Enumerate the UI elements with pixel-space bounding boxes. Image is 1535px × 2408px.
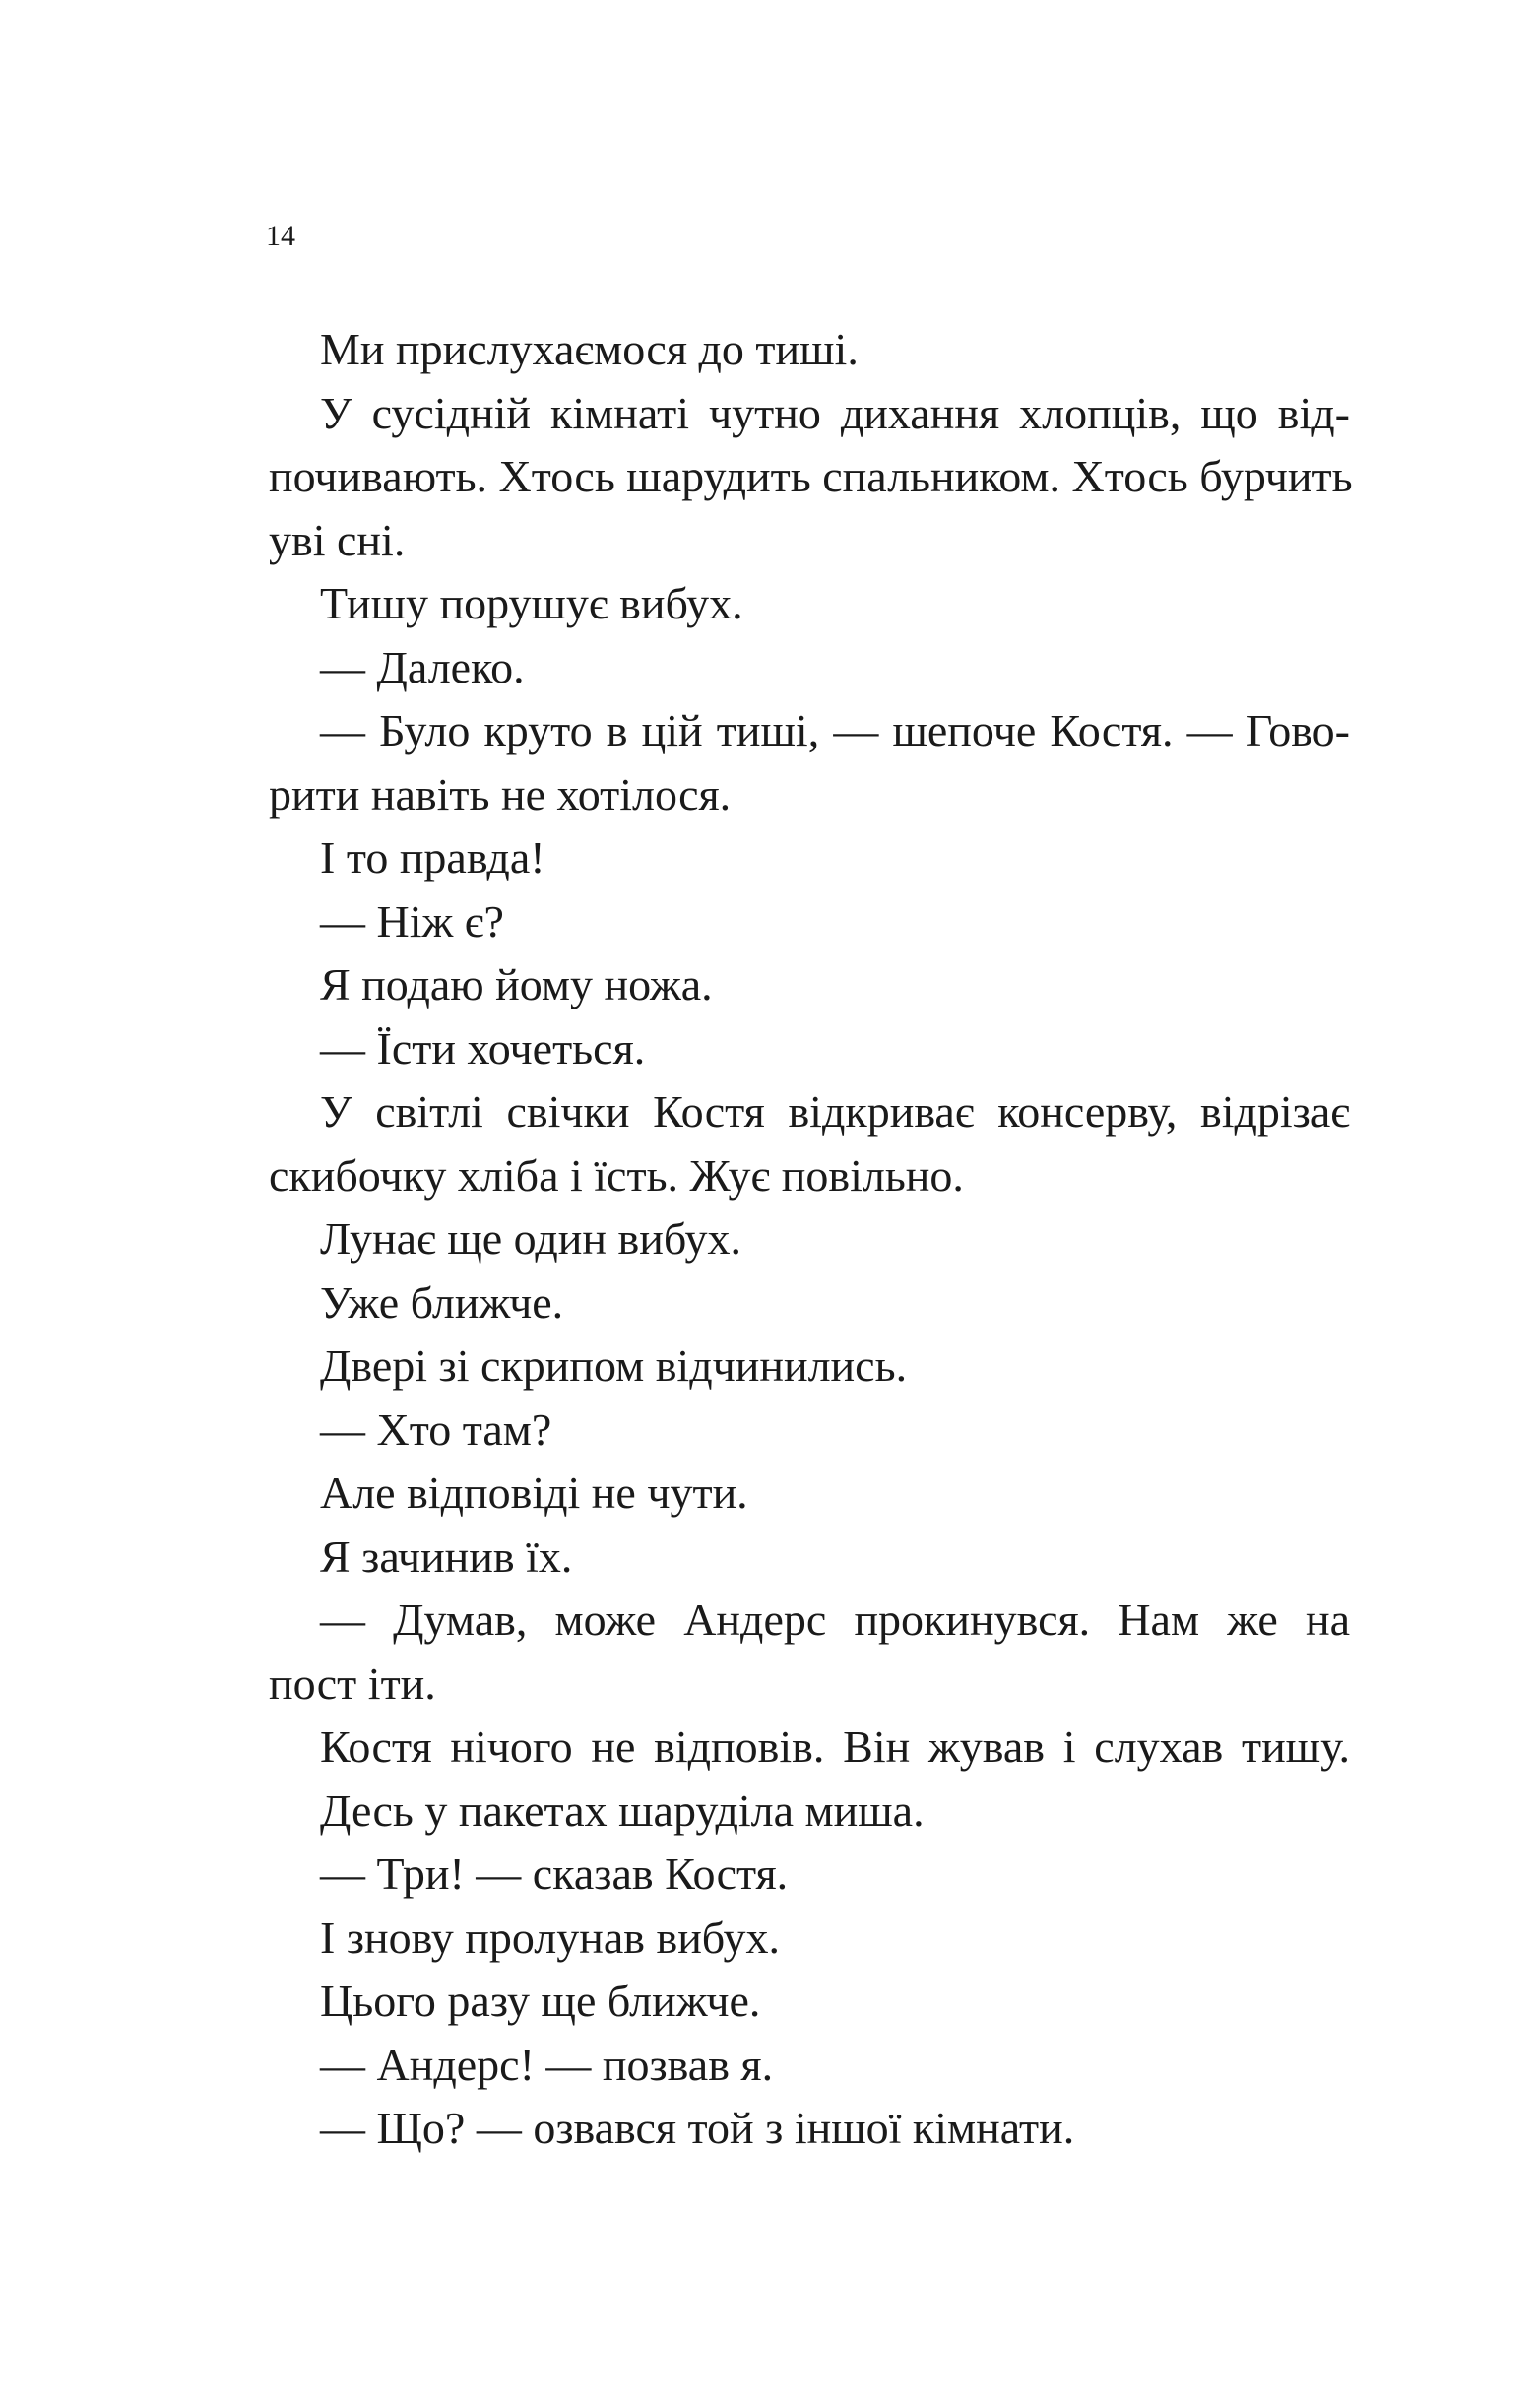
text-line: У сусідній кімнаті чутно дихання хлопців, що від- [320,387,1350,438]
text-line: Уже ближче. [320,1276,564,1328]
text-line: почивають. Хтось шарудить спальником. Хтось бурчить [269,451,1353,501]
page-text [269,318,1353,2161]
text-line: Я подаю йому ножа. [320,959,713,1009]
text-line: Костя нічого не відповів. Він жував і слухав тишу. [320,1722,1350,1772]
text-line: Лунає ще один вибух. [320,1213,741,1264]
text-line: Я зачинив їх. [320,1530,573,1582]
text-line: уві сні. [269,514,406,565]
text-line: І знову пролунав вибух. [320,1912,780,1963]
text-line: — Андерс! — позвав я. [320,2039,774,2090]
text-line: Десь у пакетах шаруділа миша. [320,1785,925,1836]
text-line: Тишу порушує вибух. [320,578,743,628]
text-line: пост іти. [269,1658,436,1709]
text-line: — Було круто в цій тиші, — шепоче Костя. — Гово- [320,705,1350,755]
text-line: — Хто там? [320,1403,552,1455]
text-line: скибочку хліба і їсть. Жує повільно. [269,1149,964,1201]
text-line: Але відповіді не чути. [320,1467,748,1518]
page-number: 14 [266,220,295,252]
text-line: Ми прислухаємося до тиші. [320,324,859,374]
text-line: — Три! — сказав Костя. [320,1849,789,1899]
text-line: У світлі свічки Костя відкриває консерву, відрізає [320,1086,1350,1137]
text-line: — Далеко. [320,641,525,692]
text-line: — Їсти хочеться. [320,1022,646,1074]
text-line: — Ніж є? [320,895,504,946]
text-line: — Думав, може Андерс прокинувся. Нам же на [320,1594,1350,1645]
text-line: І то правда! [320,832,545,882]
text-line: рити навіть не хотілося. [269,768,732,819]
text-line: Цього разу ще ближче. [320,1976,761,2026]
text-line: — Що? — озвався той з іншої кімнати. [320,2103,1075,2153]
text-line: Двері зі скрипом відчинились. [320,1340,908,1391]
